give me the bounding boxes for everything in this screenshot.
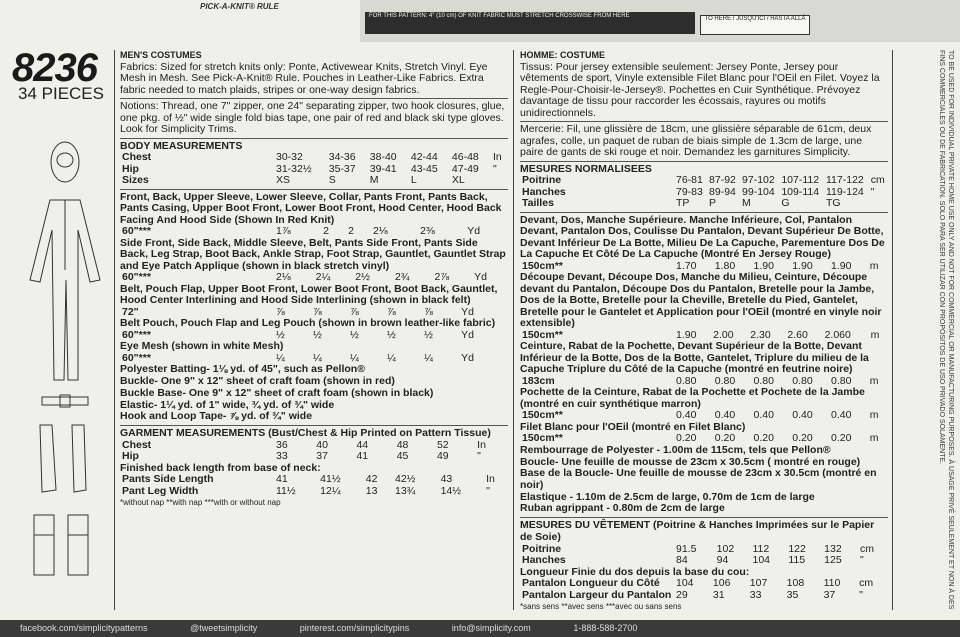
table-cell: 0.20	[831, 432, 852, 445]
view-pieces-text: Ceinture, Rabat de la Pochette, Devant Supérieur de la Botte, Devant Inférieur de la Botte, Dos de la Botte, Gantelet, Triplure du milieu de la Capuche Triplure du Côté de la Capuche (montré en feutrine noire)	[520, 340, 869, 376]
row-label: Pants Side Length	[122, 473, 214, 486]
table-cell: 1⅞	[276, 225, 291, 238]
table-cell: P	[709, 197, 717, 210]
table-cell: 0.40	[831, 409, 852, 422]
view-pieces-text: Belt Pouch, Pouch Flap and Leg Pouch (shown in brown leather-like fabric)	[120, 317, 496, 330]
garment-measurements-table	[520, 544, 888, 567]
garment-measurements-table	[120, 440, 508, 463]
list-item: Hook and Loop Tape- ⅞ yd. of ¾" wide	[120, 410, 313, 423]
table-row	[120, 440, 508, 452]
row-label: 60"***	[122, 351, 151, 364]
table-cell: ½	[350, 328, 359, 341]
row-label: 150cm**	[522, 328, 563, 341]
table-cell: 84	[676, 554, 688, 567]
garment-measurements-title: MESURES DU VÊTEMENT (Poitrine & Hanches Imprimées sur le Papier de Soie)	[520, 519, 875, 543]
table-cell: 79-83	[676, 185, 703, 198]
divider	[114, 50, 115, 610]
row-label: Chest	[122, 438, 152, 451]
body-measurements-title: BODY MEASUREMENTS	[120, 139, 243, 152]
table-cell: M	[742, 197, 751, 210]
table-row	[520, 555, 888, 567]
boot-icon	[34, 515, 88, 575]
technical-drawings	[20, 130, 110, 630]
phone-number: 1-888-588-2700	[573, 623, 638, 633]
table-cell: 36	[276, 438, 288, 451]
table-cell: 11½	[276, 484, 296, 497]
table-cell: 44	[356, 438, 369, 451]
table-cell: In	[492, 151, 502, 164]
table-cell: 41	[276, 473, 288, 486]
tissus-text: Tissus: Pour jersey extensible seulement: Jersey Ponte, Jersey pour vêtements de sport, Vinyle extensible Filet Blanc pour l'OEil en Filet. Voyez la Regle-Pour-Choisir-le-Jersey®. Pochettes en Cuir Synthétique. Prévoyez davantage de tissu pour raccorder les écossais, rayures ou motifs unidirectionnels.	[520, 60, 880, 119]
table-cell: Yd	[461, 351, 474, 364]
row-label: 183cm	[522, 374, 555, 387]
table-row	[520, 578, 888, 590]
table-cell: 115	[788, 554, 806, 567]
table-cell: 2⅛	[276, 271, 291, 284]
table-cell: ¼	[424, 351, 433, 364]
table-cell: 110	[823, 577, 841, 590]
table-cell: ⅞	[276, 305, 285, 318]
table-cell: 104	[752, 554, 771, 567]
pinterest-link[interactable]: pinterest.com/simplicitypins	[299, 623, 410, 633]
table-cell: Yd	[461, 328, 474, 341]
table-cell: 108	[786, 577, 805, 590]
notions-text: Notions: Thread, one 7" zipper, one 24" separating zipper, two hook closures, glue, one pkg. of ½" wide single fold bias tape, one pair of red and black ski type gloves. Look for Simplicity Trims.	[120, 100, 505, 136]
table-cell: 91.5	[676, 542, 697, 555]
table-cell: 2.060	[824, 328, 851, 341]
table-cell: ½	[387, 328, 396, 341]
table-cell: 35-37	[328, 162, 356, 175]
list-item: Polyester Batting- 1⅛ yd. of 45", such as Pellon®	[120, 363, 365, 376]
row-label: Hip	[122, 162, 139, 175]
table-cell: 35	[786, 588, 799, 601]
table-cell: 37	[823, 588, 836, 601]
table-cell: 1.70	[676, 259, 697, 272]
table-cell: TG	[826, 197, 841, 210]
table-cell: 0.80	[831, 374, 852, 387]
table-cell: ¼	[276, 351, 285, 364]
row-label: Hanches	[522, 185, 566, 198]
facebook-link[interactable]: facebook.com/simplicitypatterns	[20, 623, 148, 633]
table-cell: 2⅞	[434, 271, 450, 284]
view-pieces-text: Devant, Dos, Manche Supérieure. Manche Inférieure, Col, Pantalon Devant, Pantalon Dos, Coulisse Du Pantalon, Devant Supérieur De Botte, Devant Inférieur De La Botte, Milieu De La Capuche, Parementure Dos De La Capuche Et Côté De La Capuche (Montré En Jersey Rouge)	[520, 213, 885, 261]
table-cell: 122	[788, 542, 806, 555]
table-cell: ½	[313, 328, 322, 341]
table-cell: 41½	[320, 473, 341, 486]
table-cell: G	[781, 197, 790, 210]
table-cell: 37	[316, 450, 328, 463]
table-cell: 12¼	[320, 484, 341, 497]
table-cell: TP	[676, 197, 690, 210]
body-measurements-table	[120, 152, 508, 187]
table-cell: ½	[276, 328, 285, 341]
list-item: Buckle Base- One 9" x 12" sheet of craft foam (shown in black)	[120, 386, 434, 399]
table-cell: 94	[716, 554, 729, 567]
table-cell: 1.90	[792, 259, 813, 272]
table-cell: ⅞	[387, 305, 396, 318]
table-cell: 29	[676, 588, 688, 601]
table-cell: 132	[824, 542, 842, 555]
row-label: Chest	[122, 151, 152, 164]
table-cell: 52	[436, 438, 449, 451]
table-row	[520, 590, 888, 602]
table-cell: "	[486, 484, 490, 497]
table-cell: m	[869, 259, 879, 272]
row-label: 150cm**	[522, 259, 563, 272]
table-row	[520, 198, 888, 210]
table-cell: 43	[440, 473, 453, 486]
table-cell: 0.80	[676, 374, 697, 387]
table-cell: 107-112	[781, 174, 820, 187]
stretch-guide-banner: FOR THIS PATTERN: 4" (10 cm) OF KNIT FABRIC MUST STRETCH CROSSWISE FROM HERE	[365, 12, 695, 34]
table-cell: M	[369, 174, 379, 187]
list-item: Buckle- One 9" x 12" sheet of craft foam (shown in red)	[120, 375, 395, 388]
list-item: Elastic- 1¼ yd. of 1" wide, ¾ yd. of ¾" wide	[120, 398, 335, 411]
table-cell: 0.40	[714, 409, 736, 422]
table-cell: 0.80	[792, 374, 813, 387]
view-pieces-text: Eye Mesh (shown in white Mesh)	[120, 340, 284, 353]
table-cell: 2	[348, 225, 354, 238]
table-cell: S	[328, 174, 336, 187]
table-cell: 2½	[355, 271, 370, 284]
row-label: Poitrine	[522, 174, 562, 187]
table-cell: 0.80	[714, 374, 736, 387]
table-cell: ½	[424, 328, 433, 341]
table-row	[120, 152, 508, 164]
table-cell: "	[859, 554, 864, 567]
belt-icon	[42, 395, 88, 407]
table-cell: 43-45	[410, 162, 438, 175]
extras-list	[520, 445, 888, 515]
table-cell: 30-32	[276, 151, 303, 164]
table-cell: ⅞	[350, 305, 359, 318]
suit-front-icon	[30, 200, 100, 380]
table-cell	[869, 198, 888, 210]
table-cell: ⅞	[424, 305, 433, 318]
garment-measurements-title: GARMENT MEASUREMENTS (Bust/Chest & Hip Printed on Pattern Tissue)	[120, 426, 491, 439]
list-item: Boucle- Une feuille de mousse de 23cm x 30.5cm ( montré en rouge)	[520, 455, 861, 468]
row-label: 60"***	[122, 225, 151, 238]
table-cell: "	[870, 185, 875, 198]
row-label: 72"	[122, 305, 139, 318]
usage-disclaimer	[895, 50, 955, 630]
row-label: Hip	[122, 450, 139, 463]
table-cell: 45	[396, 450, 409, 463]
table-cell: 31	[712, 588, 725, 601]
table-cell: 106	[712, 577, 731, 590]
table-cell: 76-81	[676, 174, 703, 187]
twitter-link[interactable]: @tweetsimplicity	[190, 623, 258, 633]
table-cell: L	[410, 174, 417, 187]
table-cell: 2.60	[787, 328, 808, 341]
table-cell: cm	[870, 174, 885, 187]
view-pieces-text: Side Front, Side Back, Middle Sleeve, Belt, Pants Side Front, Pants Side Back, Leg Strap, Boot Back, Ankle Strap, Foot Strap, Gauntlet, Gauntlet Strap and Eye Patch Applique (shown in black stretch vinyl)	[120, 236, 506, 272]
table-cell: 42-44	[410, 151, 438, 164]
pick-a-knit-rule-label: PICK-A-KNIT® RULE	[200, 2, 279, 11]
table-cell: 109-114	[781, 185, 820, 198]
table-cell: 0.40	[753, 409, 774, 422]
gauntlet-icon	[40, 425, 86, 492]
row-label: 60"***	[122, 328, 151, 341]
email-link[interactable]: info@simplicity.com	[451, 623, 531, 633]
row-label: Sizes	[122, 174, 149, 187]
section-title: HOMME: COSTUME	[520, 50, 605, 60]
mesures-title: MESURES NORMALISEES	[520, 162, 652, 175]
list-item: Base de la Boucle- Une feuille de mousse de 23cm x 30.5cm (montré en noir)	[520, 467, 877, 492]
table-cell: ¼	[387, 351, 396, 364]
divider	[513, 50, 514, 610]
table-cell: 125	[824, 554, 842, 567]
table-cell: 97-102	[742, 174, 775, 187]
row-label: Hanches	[522, 554, 566, 567]
table-cell: 2⅛	[373, 225, 388, 238]
table-cell: ⅞	[313, 305, 322, 318]
table-cell: m	[870, 328, 880, 341]
table-cell: ¼	[313, 351, 322, 364]
table-cell: Yd	[474, 271, 487, 284]
table-cell: 2.30	[750, 328, 771, 341]
finished-length-label: Longueur Finie du dos depuis la base du cou:	[520, 565, 750, 578]
view-pieces-text: Découpe Devant, Découpe Dos, Manche du Milieu, Ceinture, Découpe devant du Pantalon, Découpe Dos du Pantalon, Bretelle pour la Jambe, Dos de la Botte, Bretelle pour la Cheville, Bretelle du Pied, Gantelet, Bretelle pour le Gantelet et Application pour l'OEil (montré en vinyle noir extensible)	[520, 271, 882, 330]
table-cell: 0.20	[676, 432, 697, 445]
table-cell: 99-104	[742, 185, 775, 198]
mesures-table	[520, 175, 888, 210]
row-label: Poitrine	[522, 542, 562, 555]
table-cell	[491, 175, 508, 187]
view-pieces-text: Pochette de la Ceinture, Rabat de la Pochette et Pochete de la Jambe (montré en cuir synthétique marron)	[520, 386, 865, 410]
table-cell: ¼	[350, 351, 359, 364]
table-cell: cm	[859, 542, 874, 555]
table-cell: 0.40	[676, 409, 697, 422]
table-cell: 31-32½	[276, 162, 312, 175]
table-cell: 1.90	[676, 328, 697, 341]
table-cell: Yd	[461, 305, 474, 318]
table-cell: 13	[365, 484, 378, 497]
view-pieces-text: Front, Back, Upper Sleeve, Lower Sleeve, Collar, Pants Front, Pants Back, Pants Casing, Upper Boot Front, Lower Boot Front, Hood Center, Hood Back Facing And Hood Side (Shown In Red Knit)	[120, 190, 502, 226]
row-label: 150cm**	[522, 409, 563, 422]
table-cell: 39-41	[369, 162, 397, 175]
table-cell: 1.90	[831, 259, 852, 272]
table-cell: 33	[276, 450, 288, 463]
table-cell: 107	[749, 577, 768, 590]
french-column	[520, 50, 888, 613]
list-item: Ruban agrippant - 0.80m de 2cm de large	[520, 502, 725, 515]
table-cell: 42	[365, 473, 378, 486]
table-cell: 1.90	[753, 259, 774, 272]
table-cell: 14½	[440, 484, 461, 497]
table-cell: XL	[451, 174, 465, 187]
table-cell: "	[477, 450, 481, 463]
section-title: MEN'S COSTUMES	[120, 50, 202, 60]
hood-icon	[51, 142, 79, 182]
pieces-count: 34 PIECES	[18, 84, 104, 103]
finished-length-label: Finished back length from base of neck:	[120, 461, 321, 474]
table-cell: 2	[323, 225, 329, 238]
row-label: Tailles	[522, 197, 554, 210]
table-row	[120, 486, 508, 498]
list-item: Rembourrage de Polyester - 1.00m de 115cm, tels que Pellon®	[520, 443, 831, 456]
table-cell: XS	[276, 174, 291, 187]
table-cell: In	[477, 438, 486, 451]
table-cell: 34-36	[328, 151, 356, 164]
view-pieces-text: Belt, Pouch Flap, Upper Boot Front, Lower Boot Front, Boot Back, Gauntlet, Hood Center Interlining and Hood Side Interlining (shown in black felt)	[120, 282, 498, 307]
table-cell: 0.40	[792, 409, 813, 422]
table-cell: 0.20	[792, 432, 813, 445]
table-cell: 119-124	[826, 185, 864, 198]
table-cell: 13¾	[394, 484, 416, 497]
table-cell: 2⅜	[420, 225, 435, 238]
table-cell: m	[869, 374, 879, 387]
table-row	[120, 451, 508, 463]
table-cell: m	[869, 432, 879, 445]
table-row	[120, 164, 508, 176]
table-cell: 0.20	[753, 432, 774, 445]
table-cell: 104	[676, 577, 694, 590]
table-cell: cm	[859, 577, 874, 590]
table-cell: 42½	[394, 473, 416, 486]
table-cell: 2¾	[394, 271, 410, 284]
table-cell: m	[869, 409, 879, 422]
table-cell: In	[486, 473, 495, 486]
table-row	[120, 175, 508, 187]
social-footer	[0, 620, 960, 637]
table-cell: 102	[716, 542, 735, 555]
table-cell: Yd	[467, 225, 481, 238]
table-cell: 41	[356, 450, 369, 463]
table-cell: 38-40	[369, 151, 397, 164]
english-column	[120, 50, 508, 509]
table-cell: "	[492, 162, 497, 175]
row-label: 60"***	[122, 271, 151, 284]
table-cell: 49	[436, 450, 449, 463]
row-label: Pantalon Longueur du Côté	[522, 577, 660, 590]
table-cell: 48	[396, 438, 409, 451]
disclaimer-text: TO BE USED FOR INDIVIDUAL PRIVATE HOME USE ONLY AND NOT FOR COMMERCIAL OR MANUFACTURING PURPOSES. À USAGE PRIVÉ SEULEMENT ET NON À DES FINS COMMERCIALES OU DE FABRICATION. SOLO PARA SER UTILIZAR CON PROPÓSITOS DE USO PRIVADO SOLAMENTE.	[938, 50, 954, 610]
table-cell: 89-94	[709, 185, 736, 198]
table-cell: 40	[316, 438, 328, 451]
mercerie-text: Mercerie: Fil, une glissière de 18cm, une glissière séparable de 61cm, deux agrafes, colle, un paquet de ruban de biais simple de 1.3cm de large, une paire de gants de ski rouge et noir. Demandez les garnitures Simplicity.	[520, 123, 872, 159]
table-cell: 2.00	[713, 328, 734, 341]
pattern-number: 8236	[12, 46, 97, 90]
extras-list	[120, 364, 508, 423]
table-cell: 0.80	[753, 374, 774, 387]
row-label: 150cm**	[522, 432, 563, 445]
row-label: Pantalon Largeur du Pantalon	[522, 588, 672, 601]
table-cell: 1.80	[714, 259, 736, 272]
table-cell: "	[859, 588, 863, 601]
row-label: Pant Leg Width	[122, 484, 199, 497]
table-cell: 87-92	[709, 174, 736, 187]
table-cell: 47-49	[451, 162, 479, 175]
table-cell: 46-48	[451, 151, 479, 164]
stretch-guide-arrow: TO HERE / JUSQU'ICI / HASTA ALLÁ	[700, 15, 810, 35]
table-cell: 112	[752, 542, 770, 555]
fabrics-text: Fabrics: Sized for stretch knits only: Ponte, Activewear Knits, Stretch Vinyl. Eye Mesh in Mesh. See Pick-A-Knit® Rule. Pouches in Leather-Like Fabrics. Extra fabric needed to match plaids, stripes or one-way design fabrics.	[120, 60, 488, 96]
list-item: Elastique - 1.10m de 2.5cm de large, 0.70m de 1cm de large	[520, 490, 815, 503]
table-cell: 33	[749, 588, 762, 601]
divider	[892, 50, 893, 610]
table-cell: 0.20	[714, 432, 736, 445]
nap-footnote: *without nap **with nap ***with or without nap	[120, 498, 281, 508]
nap-footnote: *sans sens **avec sens ***avec ou sans sens	[520, 602, 682, 612]
table-cell: 2¼	[315, 271, 331, 284]
view-pieces-text: Filet Blanc pour l'OEil (montré en Filet Blanc)	[520, 420, 746, 433]
table-cell: 117-122	[826, 174, 864, 187]
